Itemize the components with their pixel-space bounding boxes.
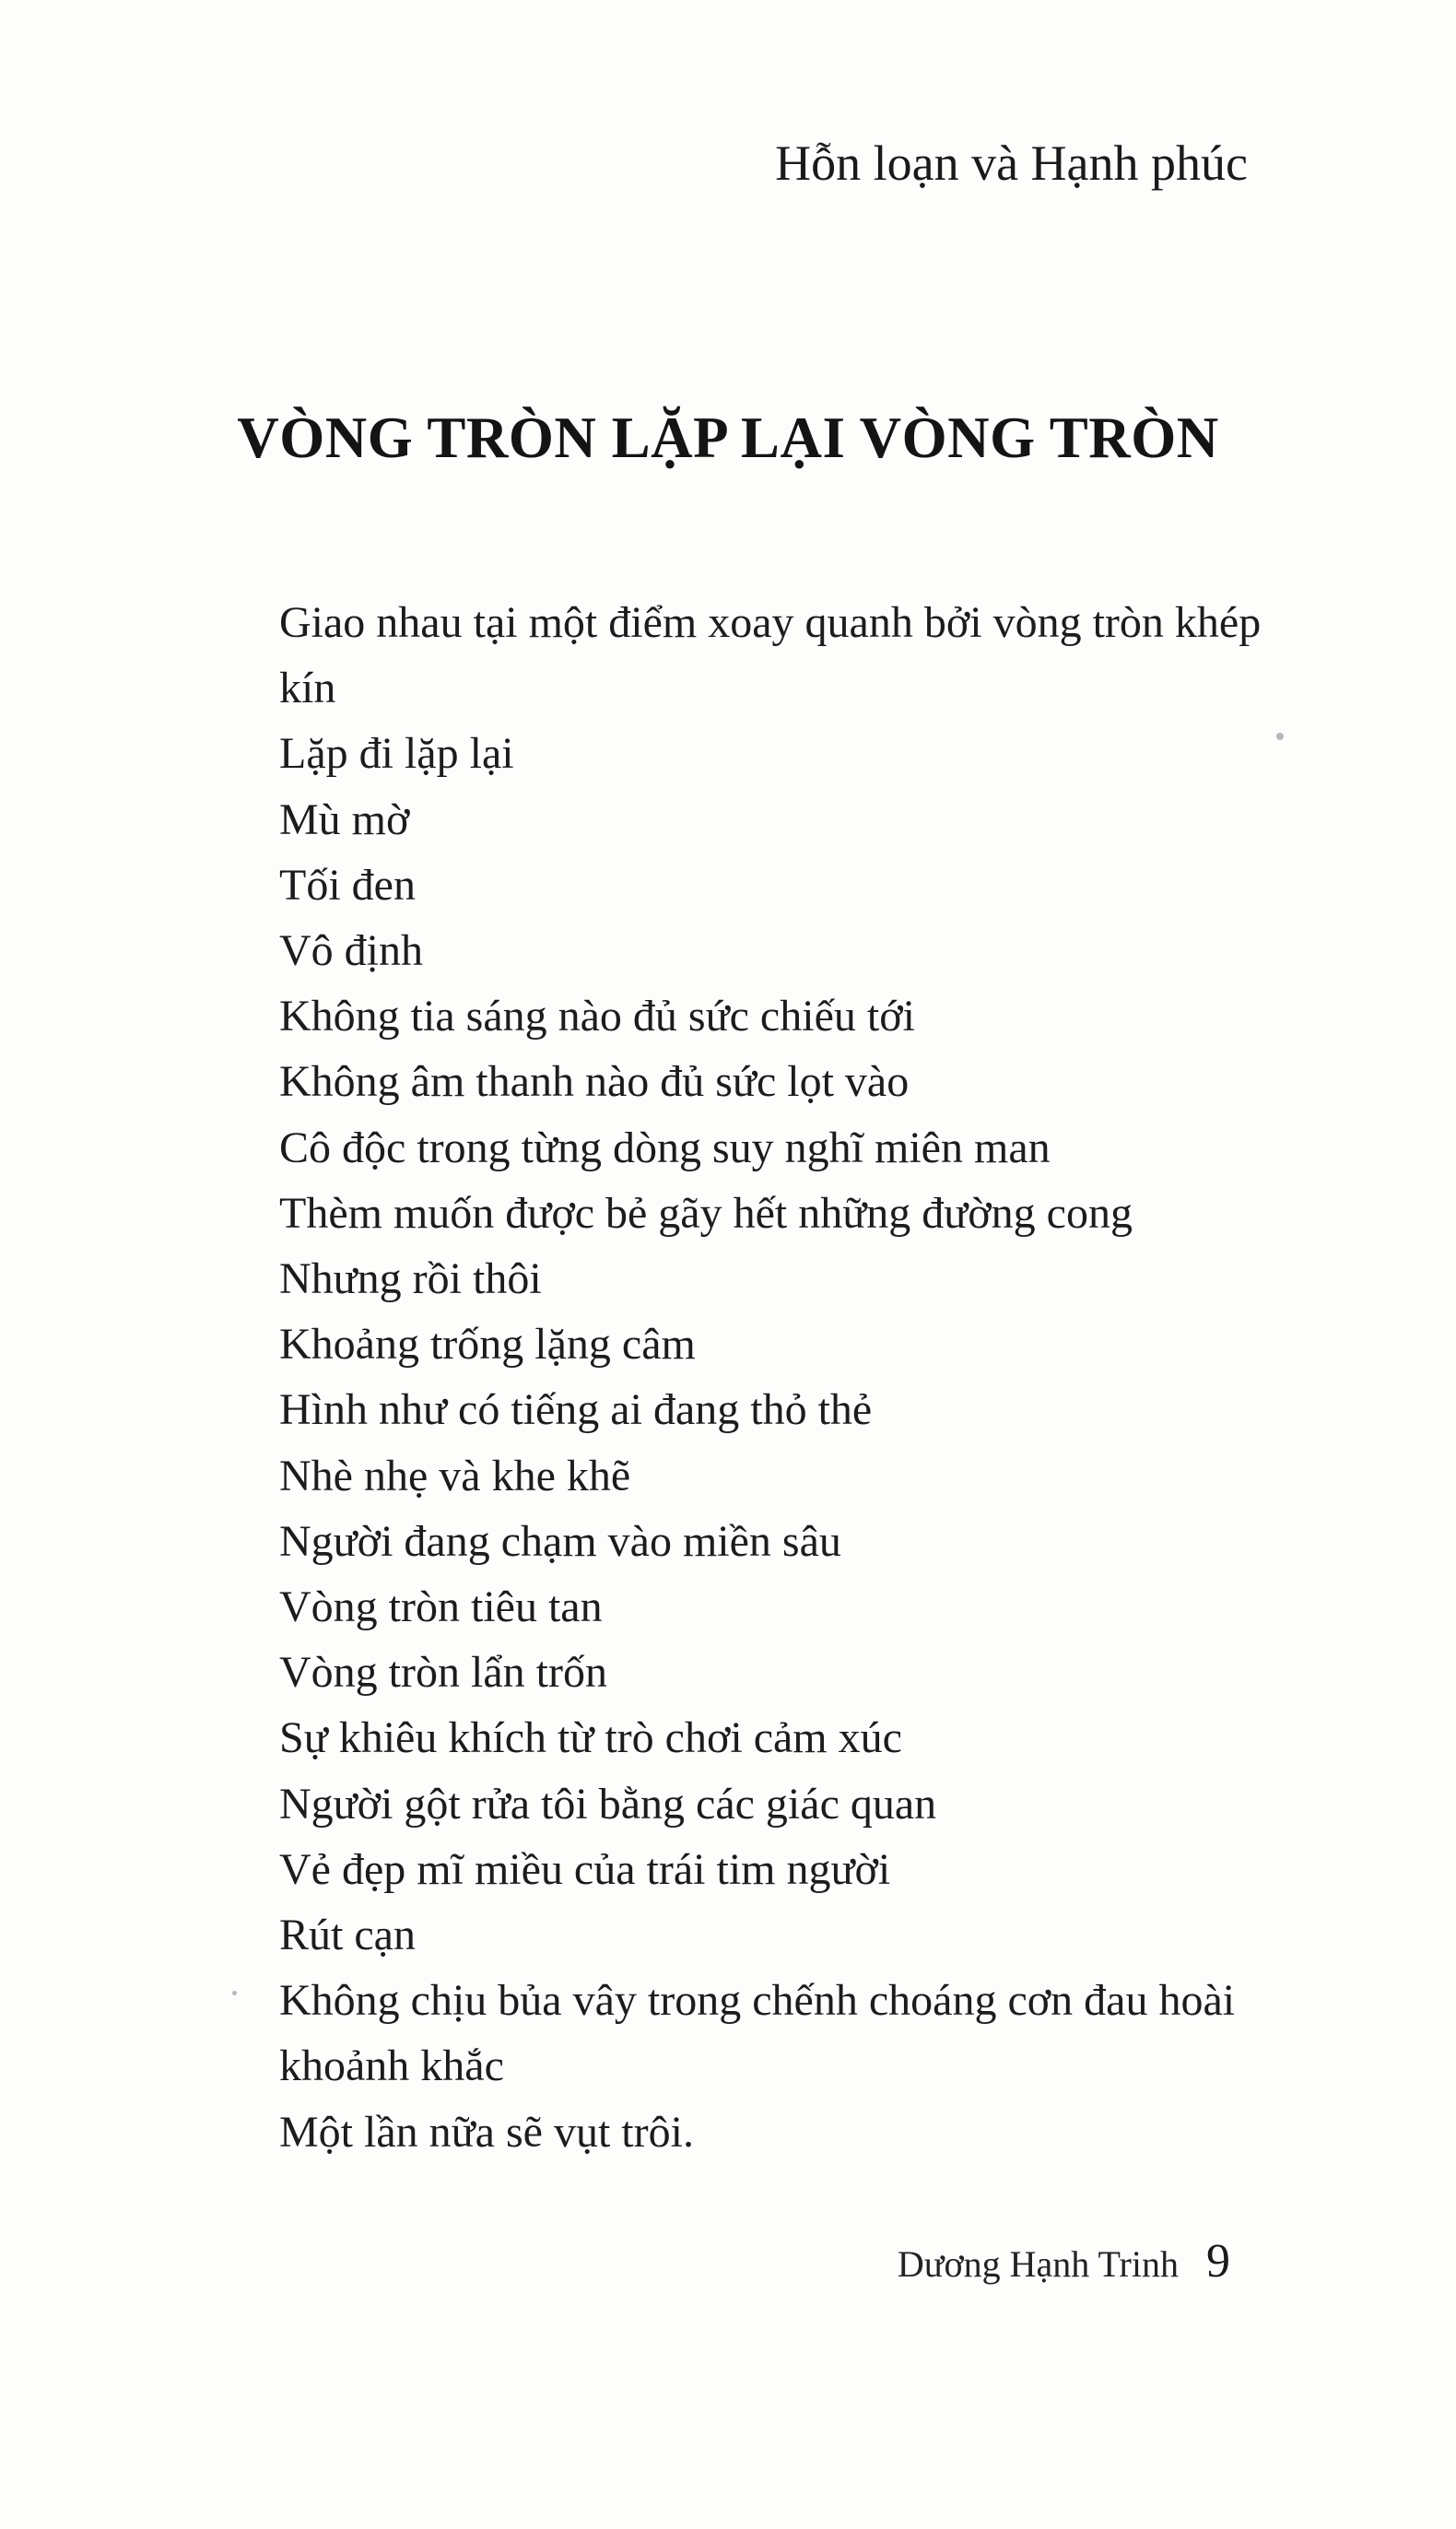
poem-line: Nhưng rồi thôi <box>279 1254 542 1304</box>
poem-line: Nhè nhẹ và khe khẽ <box>279 1451 631 1500</box>
paper-speck <box>1276 733 1284 740</box>
poem-line: Lặp đi lặp lại <box>279 729 514 779</box>
poem-line: Giao nhau tại một điểm xoay quanh bởi vòng tròn khép <box>279 598 1262 647</box>
running-footer <box>897 2235 1230 2288</box>
poem-line: Người đang chạm vào miền sâu <box>279 1516 841 1566</box>
poem-line: Mù mờ <box>279 794 410 844</box>
running-header-book-title: Hỗn loạn và Hạnh phúc <box>775 135 1248 191</box>
poem-line: kín <box>279 664 336 713</box>
poem-line: Không chịu bủa vây trong chếnh choáng cơn đau hoài <box>279 1976 1236 2026</box>
paper-speck <box>232 1991 237 1995</box>
poem-line: Thèm muốn được bẻ gãy hết những đường cong <box>279 1188 1133 1238</box>
poem-line: Không âm thanh nào đủ sức lọt vào <box>279 1057 910 1107</box>
poem-line: Tối đen <box>279 860 416 910</box>
poem-line: Vòng tròn tiêu tan <box>279 1582 603 1632</box>
poem-line: khoảnh khắc <box>279 2041 504 2091</box>
footer-author: Dương Hạnh Trinh <box>897 2243 1179 2285</box>
poem-line: Khoảng trống lặng câm <box>279 1320 696 1370</box>
page-number: 9 <box>1206 2235 1230 2288</box>
poem-line: Một lần nữa sẽ vụt trôi. <box>279 2107 694 2157</box>
poem-line: Vòng tròn lẩn trốn <box>279 1648 607 1698</box>
poem-line: Sự khiêu khích từ trò chơi cảm xúc <box>279 1713 902 1763</box>
poem-line: Vô định <box>279 926 423 976</box>
poem-line: Rút cạn <box>279 1911 416 1960</box>
poem-title: VÒNG TRÒN LẶP LẠI VÒNG TRÒN <box>237 406 1219 470</box>
poem-line: Hình như có tiếng ai đang thỏ thẻ <box>279 1385 873 1435</box>
poem-line: Vẻ đẹp mĩ miều của trái tim người <box>279 1844 891 1894</box>
poem-line: Cô độc trong từng dòng suy nghĩ miên man <box>279 1123 1051 1172</box>
poem-body <box>279 590 1293 2165</box>
poem-line: Người gột rửa tôi bằng các giác quan <box>279 1779 937 1829</box>
poem-line: Không tia sáng nào đủ sức chiếu tới <box>279 992 915 1041</box>
